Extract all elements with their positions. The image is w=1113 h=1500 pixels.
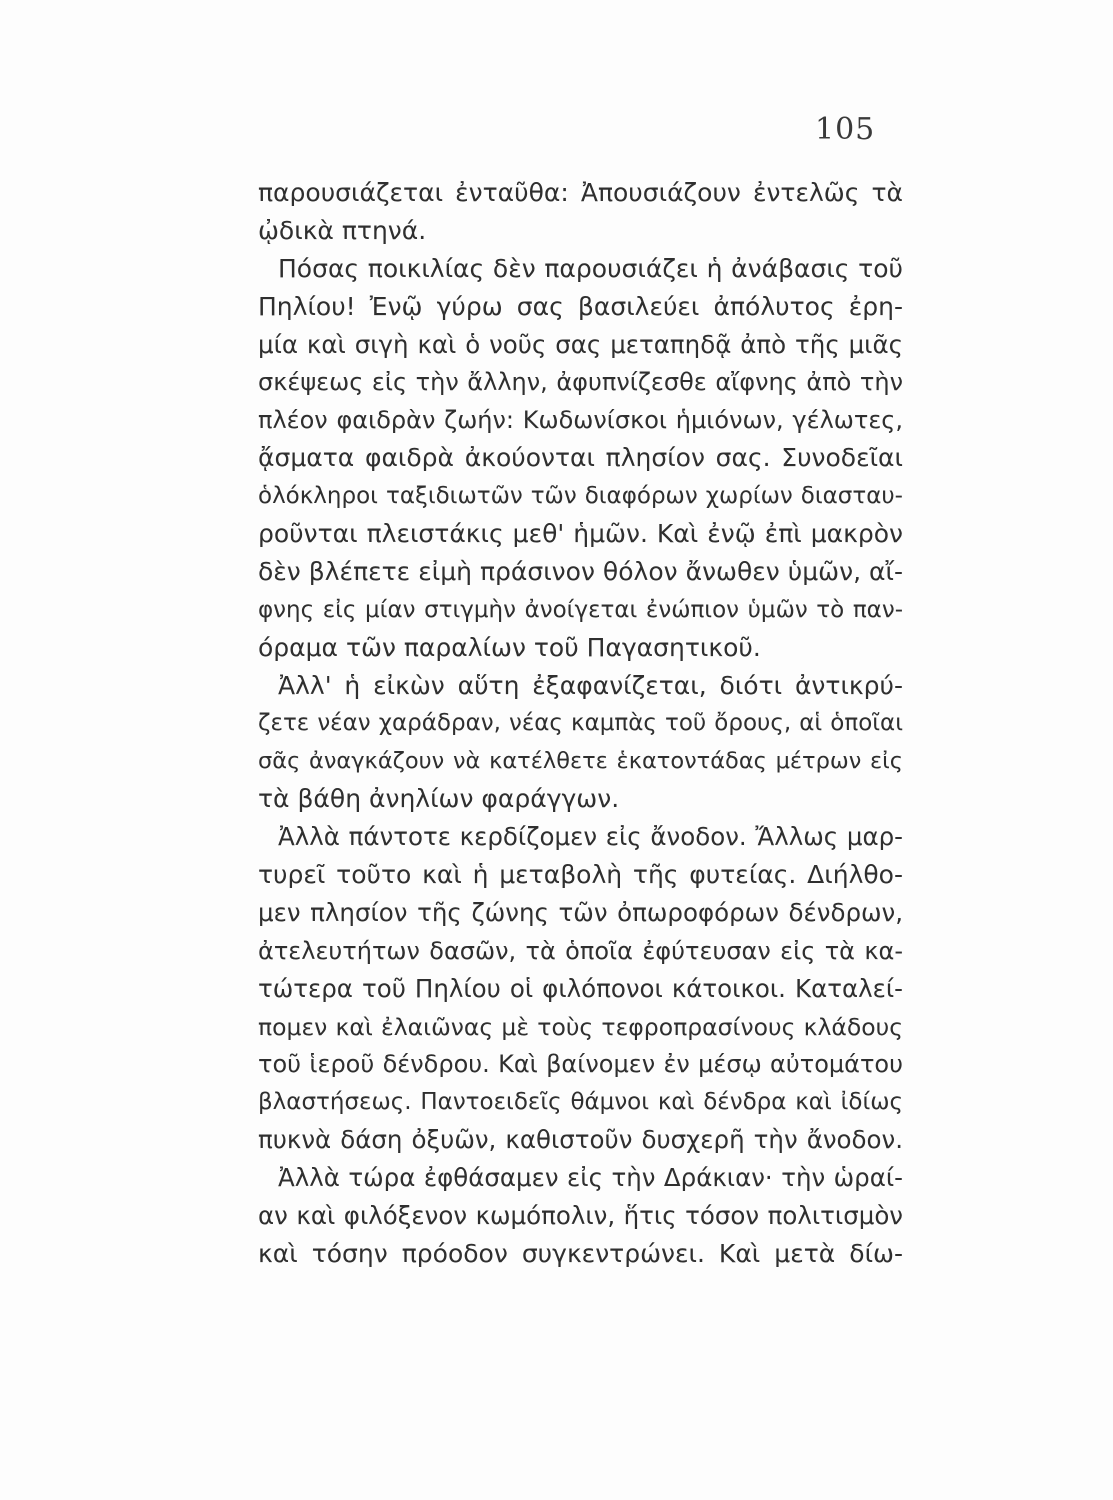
text-line: πυκνὰ δάση ὀξυῶν, καθιστοῦν δυσχερῆ τὴν ἄνοδον. xyxy=(258,1125,903,1155)
text-line: τοῦ ἱεροῦ δένδρου. Καὶ βαίνομεν ἐν μέσῳ αὐτομάτου xyxy=(258,1050,903,1079)
text-line: τὰ βάθη ἀνηλίων φαράγγων. xyxy=(258,784,620,814)
text-line: Ἀλλ' ἡ εἰκὼν αὕτη ἐξαφανίζεται, διότι ἀντικρύ- xyxy=(278,670,903,700)
text-line: τυρεῖ τοῦτο καὶ ἡ μεταβολὴ τῆς φυτείας. Διήλθο- xyxy=(258,860,903,890)
text-line: ζετε νέαν χαράδραν, νέας καμπὰς τοῦ ὄρους, αἱ ὁποῖαι xyxy=(258,710,903,737)
text-line: σκέψεως εἰς τὴν ἄλλην, ἀφυπνίζεσθε αἴφνης ἀπὸ τὴν xyxy=(258,368,903,397)
page-number: 105 xyxy=(815,112,876,147)
text-line: παρουσιάζεται ἐνταῦθα: Ἀπουσιάζουν ἐντελῶς τὰ xyxy=(258,178,903,207)
text-line: αν καὶ φιλόξενον κωμόπολιν, ἥτις τόσον πολιτισμὸν xyxy=(258,1201,903,1231)
text-line: ὁλόκληροι ταξιδιωτῶν τῶν διαφόρων χωρίων διασταυ- xyxy=(258,483,903,510)
text-line: πλέον φαιδρὰν ζωήν: Κωδωνίσκοι ἡμιόνων, γέλωτες, xyxy=(258,406,903,435)
text-line: σᾶς ἀναγκάζουν νὰ κατέλθετε ἑκατοντάδας μέτρων εἰς xyxy=(258,748,903,775)
text-line: καὶ τόσην πρόοδον συγκεντρώνει. Καὶ μετὰ δίω- xyxy=(258,1238,903,1268)
text-line: ᾠδικὰ πτηνά. xyxy=(258,215,427,245)
text-line: πομεν καὶ ἐλαιῶνας μὲ τοὺς τεφροπρασίνους κλάδους xyxy=(258,1012,903,1041)
text-line: όραμα τῶν παραλίων τοῦ Παγασητικοῦ. xyxy=(258,632,761,662)
text-line: ροῦνται πλειστάκις μεθ' ἡμῶν. Καὶ ἐνῷ ἐπὶ μακρὸν xyxy=(258,519,903,549)
text-line: μεν πλησίον τῆς ζώνης τῶν ὀπωροφόρων δένδρων, xyxy=(258,897,903,927)
text-line: Πόσας ποικιλίας δὲν παρουσιάζει ἡ ἀνάβασις τοῦ xyxy=(278,253,903,283)
text-line: βλαστήσεως. Παντοειδεῖς θάμνοι καὶ δένδρα καὶ ἰδίως xyxy=(258,1089,903,1116)
text-line: δὲν βλέπετε εἰμὴ πράσινον θόλον ἄνωθεν ὑμῶν, αἴ- xyxy=(258,556,903,586)
text-line: Πηλίου! Ἐνῷ γύρω σας βασιλεύει ἀπόλυτος ἐρη- xyxy=(258,291,903,321)
body-text xyxy=(258,178,903,1277)
text-line: φνης εἰς μίαν στιγμὴν ἀνοίγεται ἐνώπιον ὑμῶν τὸ παν- xyxy=(258,596,903,623)
text-line: μία καὶ σιγὴ καὶ ὁ νοῦς σας μεταπηδᾷ ἀπὸ τῆς μιᾶς xyxy=(258,329,903,359)
text-line: ᾄσματα φαιδρὰ ἀκούονται πλησίον σας. Συνοδεῖαι xyxy=(258,443,903,473)
text-line: Ἀλλὰ πάντοτε κερδίζομεν εἰς ἄνοδον. Ἄλλως μαρ- xyxy=(278,822,903,852)
text-line: Ἀλλὰ τώρα ἐφθάσαμεν εἰς τὴν Δράκιαν· τὴν ὡραί- xyxy=(278,1163,903,1193)
text-line: τώτερα τοῦ Πηλίου οἱ φιλόπονοι κάτοικοι. Καταλεί- xyxy=(258,973,903,1003)
text-line: ἀτελευτήτων δασῶν, τὰ ὁποῖα ἐφύτευσαν εἰς τὰ κα- xyxy=(258,936,903,965)
